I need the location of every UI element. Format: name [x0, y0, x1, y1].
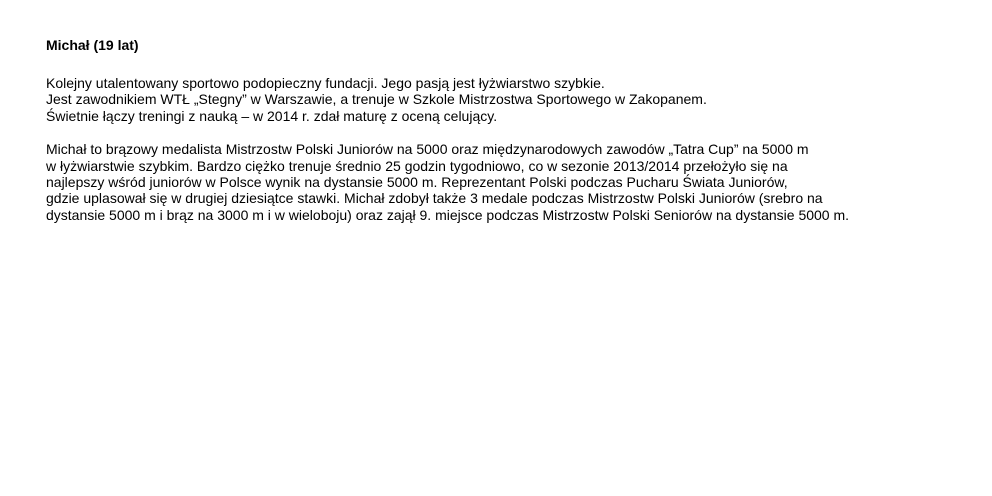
- document-page: [46, 37, 976, 240]
- paragraph-line: Kolejny utalentowany sportowo podopieczny fundacji. Jego pasją jest łyżwiarstwo szybkie.: [46, 75, 605, 91]
- paragraph-line: Jest zawodnikiem WTŁ „Stegny” w Warszawie, a trenuje w Szkole Mistrzostwa Sportowego w Zakopanem.: [46, 91, 707, 108]
- paragraph-line: Michał to brązowy medalista Mistrzostw Polski Juniorów na 5000 oraz międzynarodowych zawodów „Tatra Cup” na 5000 m: [46, 141, 809, 158]
- document-title: Michał (19 lat): [46, 37, 139, 53]
- paragraph-line: dystansie 5000 m i brąz na 3000 m i w wieloboju) oraz zajął 9. miejsce podczas Mistrzostw Polski Seniorów na dystansie 5000 m.: [46, 206, 850, 223]
- paragraph-achievements: [46, 141, 976, 223]
- paragraph-line: Świetnie łączy treningi z nauką – w 2014 r. zdał maturę z oceną celujący.: [46, 107, 498, 124]
- paragraph-line: gdzie uplasował się w drugiej dziesiątce stawki. Michał zdobył także 3 medale podczas Mistrzostw Polski Juniorów (srebro na: [46, 190, 823, 207]
- paragraph-intro: [46, 75, 976, 124]
- paragraph-line: w łyżwiarstwie szybkim. Bardzo ciężko trenuje średnio 25 godzin tygodniowo, co w sezonie 2013/2014 przełożyło się na: [46, 157, 788, 174]
- paragraph-line: najlepszy wśród juniorów w Polsce wynik na dystansie 5000 m. Reprezentant Polski podczas Pucharu Świata Juniorów,: [46, 174, 788, 191]
